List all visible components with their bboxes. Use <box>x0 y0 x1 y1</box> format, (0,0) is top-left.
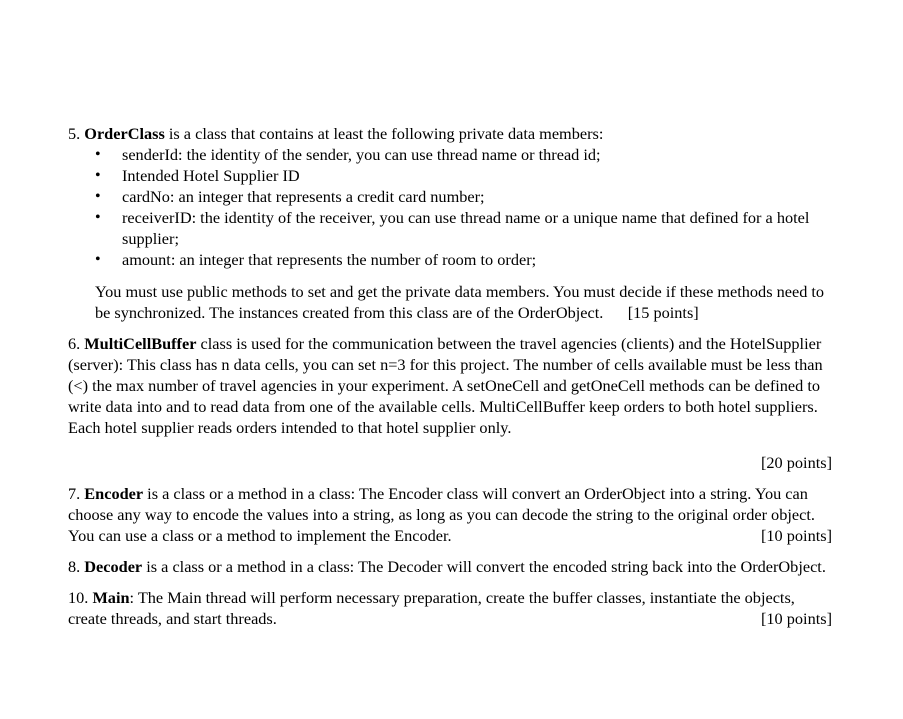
member-text: Intended Hotel Supplier ID <box>122 166 300 185</box>
item-10-points: [10 points] <box>761 609 832 628</box>
item-6-multicellbuffer <box>68 333 832 438</box>
item-8-title: Decoder <box>84 557 143 576</box>
item-7-number: 7. <box>68 484 81 503</box>
item-6-body: class is used for the communication between the travel agencies (clients) and the HotelSupplier (server): This class has n data cells, you can set n=3 for this project. The number of cells available must be less than (<) the max number of travel agencies in your experiment. A setOneCell and getOneCell methods can be defined to write data into and to read data from one of the available cells. MultiCellBuffer keep orders to both hotel suppliers. Each hotel supplier reads orders intended to that hotel supplier only. <box>68 334 823 437</box>
item-5-note-text: You must use public methods to set and get the private data members. You must decide if these methods need to be synchronized. The instances created from this class are of the OrderObject. <box>95 282 825 322</box>
item-5-note <box>95 281 832 323</box>
bullet-icon: • <box>95 188 101 205</box>
item-6-title: MultiCellBuffer <box>84 334 197 353</box>
list-item <box>68 207 832 249</box>
item-10-number: 10. <box>68 588 89 607</box>
list-item <box>68 186 832 207</box>
list-item <box>68 144 832 165</box>
item-10-body: : The Main thread will perform necessary preparation, create the buffer classes, instantiate the objects, create threads, and start threads. <box>68 588 795 628</box>
item-10-main <box>68 587 832 629</box>
item-6-number: 6. <box>68 334 81 353</box>
item-7-encoder <box>68 483 832 546</box>
member-text: cardNo: an integer that represents a credit card number; <box>122 187 485 206</box>
item-8-body: is a class or a method in a class: The Decoder will convert the encoded string back into the OrderObject. <box>142 557 826 576</box>
bullet-icon: • <box>95 167 101 184</box>
item-6-points: [20 points] <box>761 453 832 472</box>
item-5-intro: is a class that contains at least the following private data members: <box>164 124 604 143</box>
item-5-orderclass <box>68 123 832 144</box>
item-5-title: OrderClass <box>84 124 165 143</box>
member-text: receiverID: the identity of the receiver, you can use thread name or a unique name that defined for a hotel supplier; <box>122 208 810 248</box>
member-text: amount: an integer that represents the number of room to order; <box>122 250 537 269</box>
orderclass-members-list <box>68 144 832 270</box>
bullet-icon: • <box>95 251 101 268</box>
item-5-number: 5. <box>68 124 81 143</box>
item-8-number: 8. <box>68 557 81 576</box>
item-7-title: Encoder <box>84 484 144 503</box>
member-text: senderId: the identity of the sender, you can use thread name or thread id; <box>122 145 601 164</box>
assignment-document <box>68 123 832 629</box>
item-7-body: is a class or a method in a class: The Encoder class will convert an OrderObject into a string. You can choose any way to encode the values into a string, as long as you can decode the string to the original order object. You can use a class or a method to implement the Encoder. <box>68 484 815 545</box>
item-8-decoder <box>68 556 832 577</box>
bullet-icon: • <box>95 209 101 226</box>
list-item <box>68 249 832 270</box>
bullet-icon: • <box>95 146 101 163</box>
item-5-points: [15 points] <box>627 303 699 322</box>
list-item <box>68 165 832 186</box>
item-7-points: [10 points] <box>761 526 832 545</box>
item-10-title: Main <box>92 588 130 607</box>
